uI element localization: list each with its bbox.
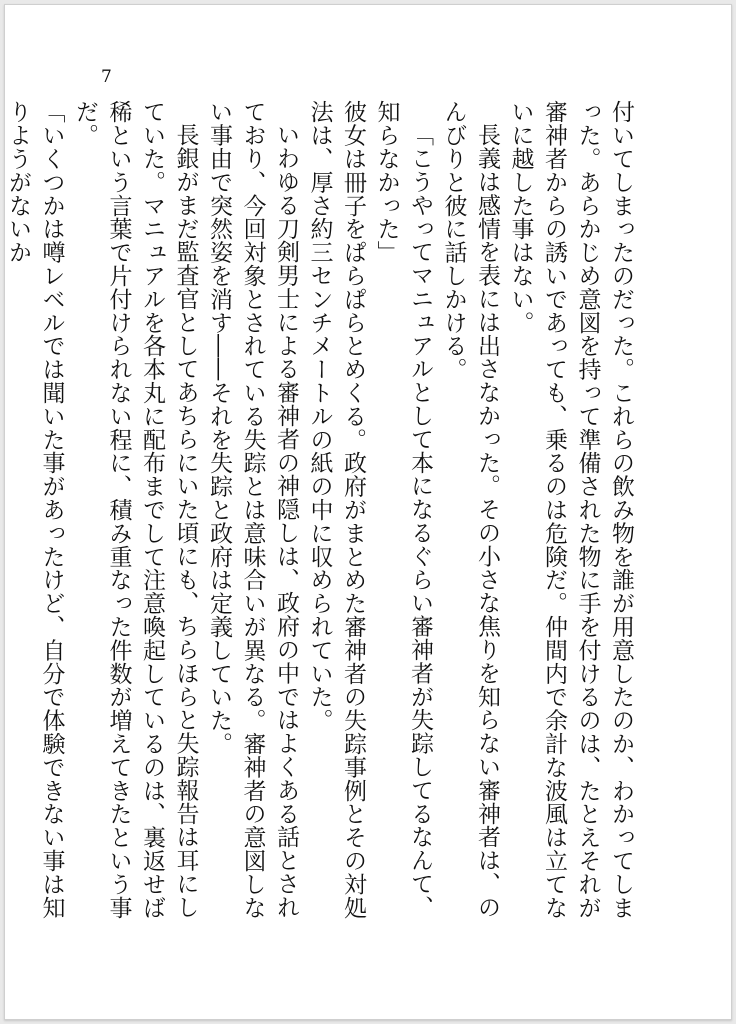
paragraph-2: 長義は感情を表には出さなかった。その小さな焦りを知らない審神者は、のんびりと彼に話しかける。 [440,100,500,919]
paragraph-1: 付いてしまったのだった。これらの飲み物を誰が用意したのか、わかってしまった。あらかじめ意図を持って準備された物に手を付けるのは、たとえそれが審神者からの誘いであっても、乗るのは危険だ。仲間内で余計な波風は立てないに越した事はない。 [507,100,634,919]
vertical-text-body [1,100,638,935]
book-page [4,4,732,1020]
paragraph-7: 「いくつかは噂レベルでは聞いた事があったけど、自分で体験できない事は知りようがないか [5,100,65,919]
paragraph-3: 「こうやってマニュアルとして本になるぐらい審神者が失踪してるなんて、知らなかった」 [373,100,433,919]
paragraph-6: 長銀がまだ監査官としてあちらにいた頃にも、ちらほらと失踪報告は耳にしていた。マニュアルを各本丸に配布までして注意喚起しているのは、裏返せば稀という言葉で片付けられない程に、積み重なった件数が増えてきたという事だ。 [72,100,199,919]
paragraph-4: 彼女は冊子をぱらぱらとめくる。政府がまとめた審神者の失踪事例とその対処法は、厚さ約三センチメートルの紙の中に収められていた。 [306,100,366,919]
page-number: 7 [101,67,112,87]
paragraph-5: いわゆる刀剣男士による審神者の神隠しは、政府の中ではよくある話とされており、今回対象とされている失踪とは意味合いが異なる。審神者の意図しない事由で突然姿を消す――それを失踪と政府は定義していた。 [206,100,299,919]
